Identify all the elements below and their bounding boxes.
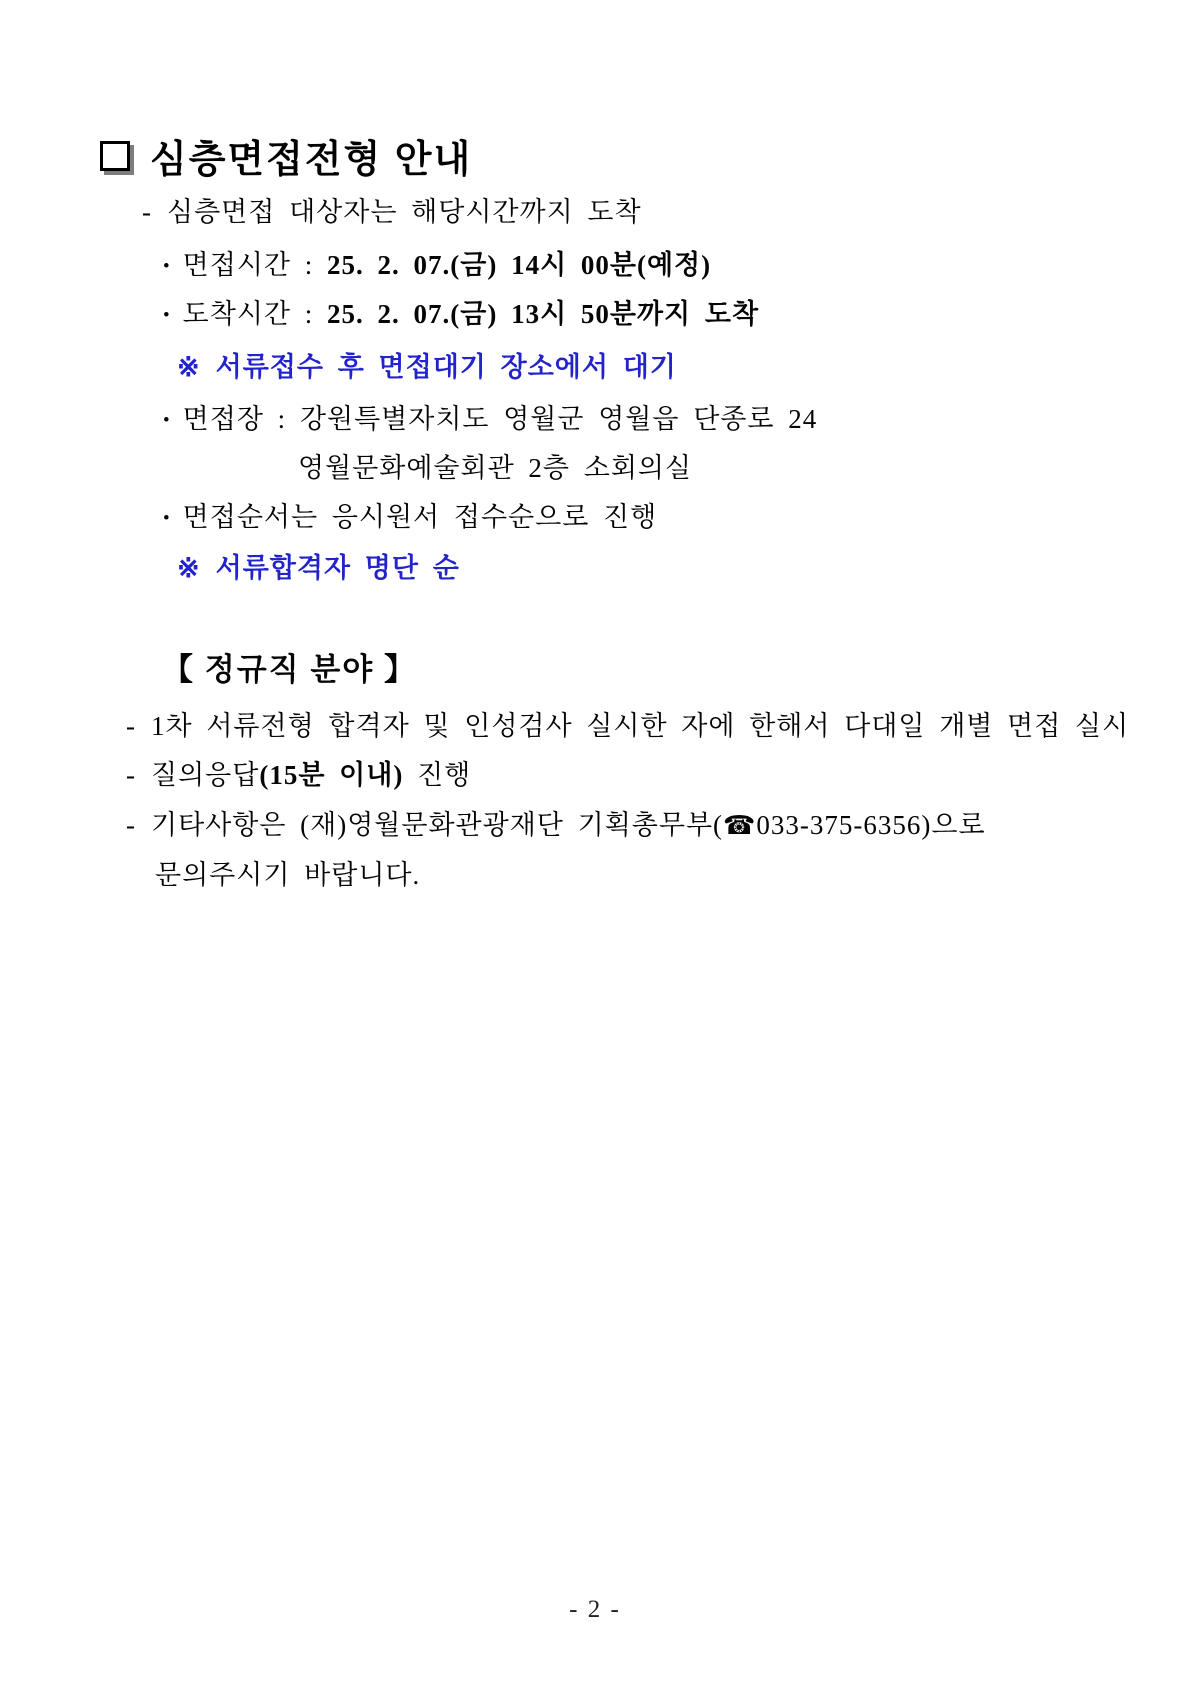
line-order [163,495,657,534]
item2-post: 진행 [403,760,472,790]
line-item2 [126,753,471,792]
arrival-time-label: 도착시간 : [182,299,327,329]
intro-text: 심층면접 대상자는 해당시간까지 도착 [167,197,642,227]
item3-post: 033-375-6356)으로 [756,810,986,840]
item2-pre: 질의응답 [151,760,260,790]
item1-text: 1차 서류전형 합격자 및 인성검사 실시한 자에 한해서 다대일 개별 면접 실시 [151,711,1130,741]
line-item3 [126,803,986,842]
dash-marker: - [126,810,136,840]
venue-line2-text: 영월문화예술회관 2층 소회의실 [298,453,693,483]
venue-label: 면접장 : [182,404,300,434]
line-venue [163,397,817,436]
bullet-marker: • [163,508,171,529]
bullet-marker: • [163,410,171,431]
line-item3-continued [155,853,420,892]
page-number: - 2 - [569,1596,621,1623]
line-order-note [177,546,460,585]
dash-marker: - [126,711,136,741]
line-intro [142,190,642,229]
interview-time-label: 면접시간 : [182,250,327,280]
note-marker: ※ [177,553,201,583]
page-title-row [100,128,472,183]
interview-time-value: 25. 2. 07.(금) 14시 00분(예정) [327,250,712,280]
section-header-regular-position: 【 정규직 분야 】 [162,652,417,687]
square-bullet-icon [100,141,130,171]
arrival-time-value: 25. 2. 07.(금) 13시 50분까지 도착 [327,299,760,329]
dash-marker: - [126,760,136,790]
dash-marker: - [142,197,152,227]
order-note-text: 서류합격자 명단 순 [215,553,460,583]
line-interview-time [163,243,711,282]
line-wait-note [177,345,677,384]
item3-pre: 기타사항은 (재)영월문화관광재단 기획총무부( [151,810,724,840]
bullet-marker: • [163,256,171,277]
line-arrival-time [163,292,759,331]
line-venue-2 [298,446,692,485]
phone-icon: ☎ [723,811,757,840]
bullet-marker: • [163,305,171,326]
note-marker: ※ [177,352,201,382]
wait-note-text: 서류접수 후 면접대기 장소에서 대기 [215,352,677,382]
line-item1 [126,704,1129,743]
item3-line2-text: 문의주시기 바랍니다. [155,860,421,890]
order-text: 면접순서는 응시원서 접수순으로 진행 [182,502,658,532]
page-title: 심층면접전형 안내 [150,139,473,181]
item2-bold: (15분 이내) [259,760,404,790]
venue-value: 강원특별자치도 영월군 영월읍 단종로 24 [299,404,818,434]
